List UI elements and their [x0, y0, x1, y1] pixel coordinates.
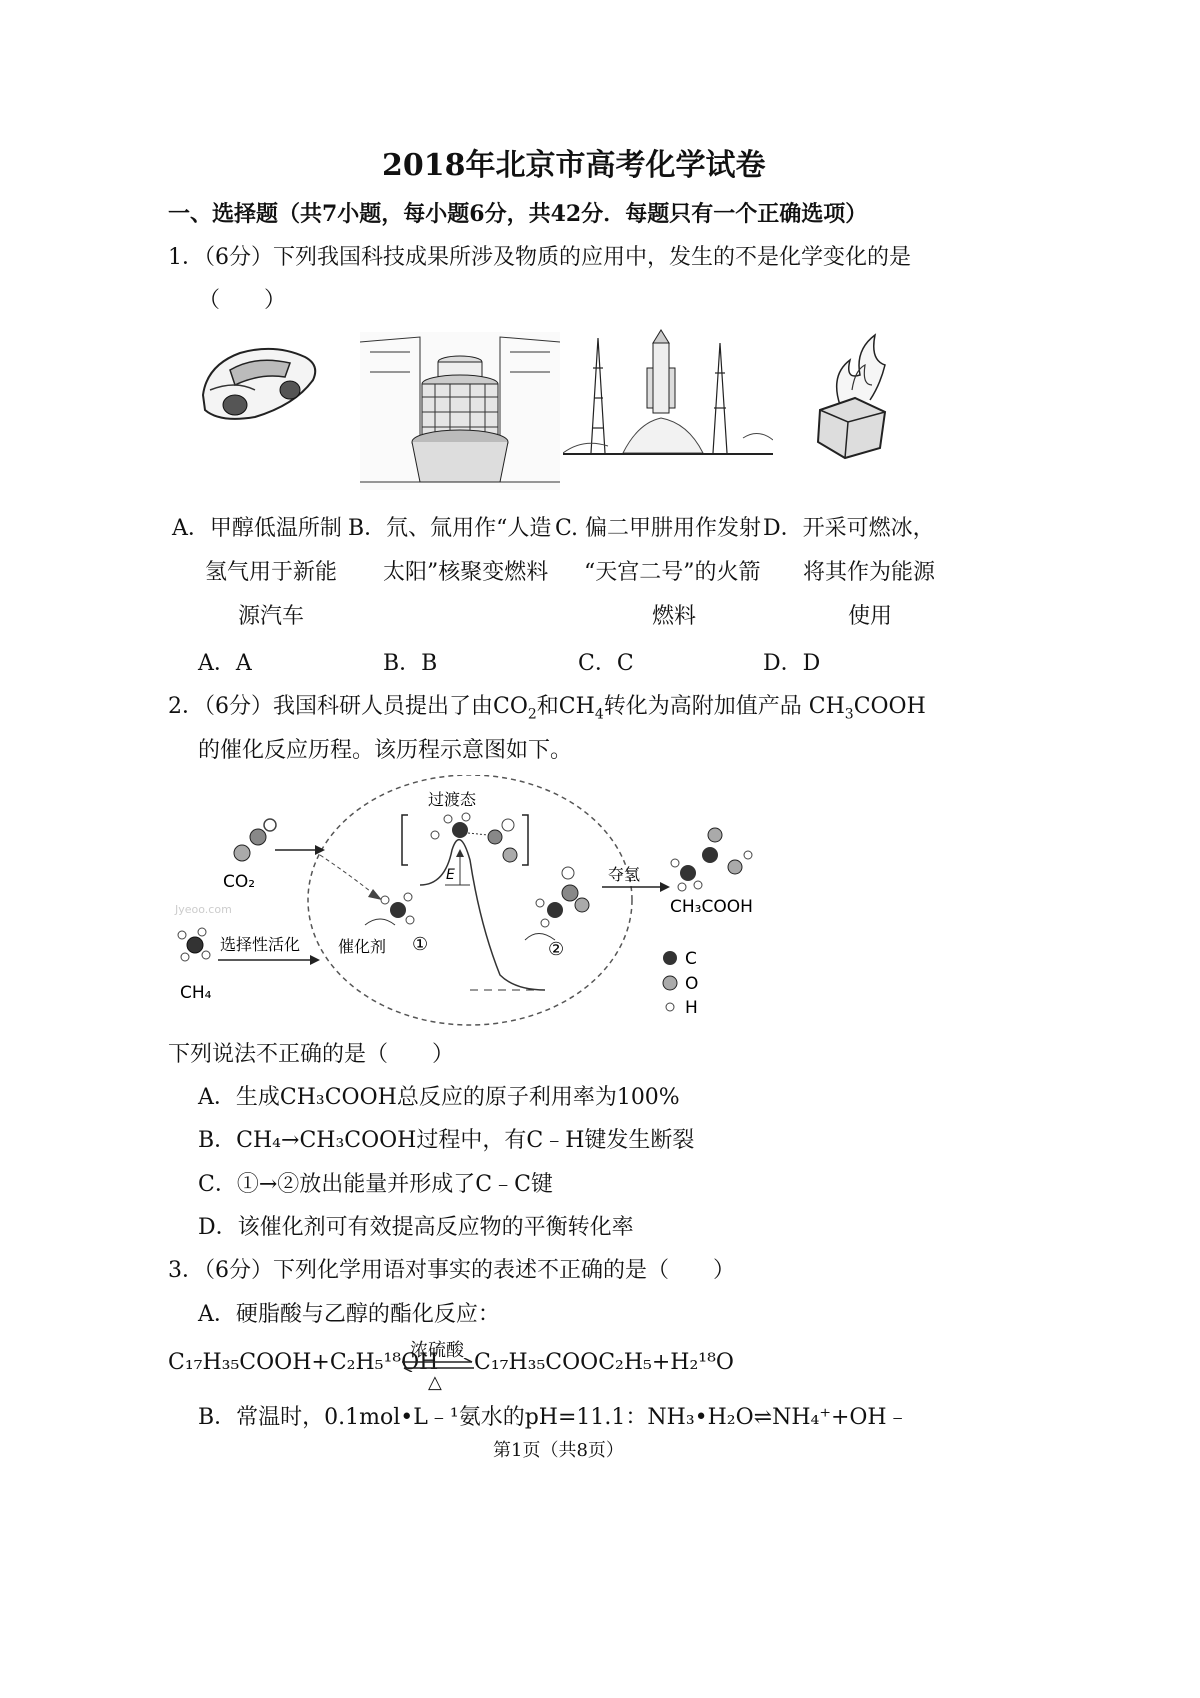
q3-equation-right: C₁₇H₃₅COOC₂H₅+H₂¹⁸O — [474, 1350, 734, 1375]
rocket-launch-image — [563, 328, 773, 458]
q1-option-c: C．C — [578, 651, 634, 676]
caption-d-line2: 将其作为能源 — [803, 560, 936, 585]
section-heading: 一、选择题（共7小题，每小题6分，共42分．每题只有一个正确选项） — [168, 201, 868, 227]
fuel-cell-car-image — [195, 335, 325, 430]
step-2-label: ② — [548, 939, 565, 960]
ch4-label: CH₄ — [180, 983, 212, 1003]
q2-option-a: A．生成CH₃COOH总反应的原子利用率为100% — [198, 1085, 680, 1110]
catalyst-label: 催化剂 — [338, 937, 387, 956]
caption-d-line1: D．开采可燃冰， — [763, 516, 935, 541]
reaction-mechanism-diagram — [170, 775, 810, 1030]
equilibrium-arrow — [400, 1358, 476, 1372]
question-2-stem: 2．（6分）我国科研人员提出了由$CO_2$和$CH_4$转化为高附加值产品 $CH_3COOH$ — [168, 694, 926, 723]
q3-equation-condition-bottom: △ — [428, 1372, 442, 1393]
activation-label: 选择性活化 — [220, 935, 301, 954]
caption-c-line1: C. 偏二甲肼用作发射 — [555, 516, 762, 541]
q1-option-d: D．D — [763, 651, 821, 676]
q2-option-c: C．①→②放出能量并形成了C﹣C键 — [198, 1172, 553, 1197]
watermark: Jyeoo.com — [175, 903, 232, 916]
energy-e-label: E — [446, 867, 455, 883]
page-footer: 第1页（共8页） — [493, 1440, 624, 1461]
product-label: CH₃COOH — [670, 897, 753, 917]
question-2-stem-line2: 的催化反应历程。该历程示意图如下。 — [198, 738, 573, 763]
caption-d-line3: 使用 — [848, 604, 893, 629]
q3-option-a: A．硬脂酸与乙醇的酯化反应： — [198, 1302, 500, 1327]
q1-option-a: A．A — [198, 651, 252, 676]
caption-a-line1: A．甲醇低温所制 — [172, 516, 342, 541]
legend-c: C — [685, 949, 697, 969]
q2-stem-part3: 转化为高附加值产品 CH — [603, 694, 845, 719]
co2-label: CO₂ — [223, 872, 256, 892]
q2-stem-part2: 和CH — [536, 694, 595, 719]
q1-option-b: B．B — [383, 651, 438, 676]
combustible-ice-image — [810, 330, 895, 465]
step-1-label: ① — [412, 934, 429, 955]
q2-option-d: D．该催化剂可有效提高反应物的平衡转化率 — [198, 1215, 634, 1240]
question-1-paren: （ ） — [198, 288, 287, 313]
fusion-reactor-image — [360, 332, 560, 490]
transition-state-label: 过渡态 — [428, 790, 477, 809]
question-3-stem: 3．（6分）下列化学用语对事实的表述不正确的是（ ） — [168, 1258, 735, 1283]
q3-option-b: B．常温时，0.1mol•L﹣¹氨水的pH=11.1：NH₃•H₂O⇌NH₄⁺+OH﹣ — [198, 1405, 909, 1430]
question-1-stem: 1．（6分）下列我国科技成果所涉及物质的应用中，发生的不是化学变化的是 — [168, 245, 911, 270]
q3-equation-condition-top: 浓硫酸 — [410, 1340, 464, 1361]
caption-c-line2: “天宫二号”的火箭 — [584, 560, 761, 585]
caption-b-line2: 太阳”核聚变燃料 — [383, 560, 549, 585]
q2-option-b: B．CH₄→CH₃COOH过程中，有C﹣H键发生断裂 — [198, 1128, 695, 1153]
caption-c-line3: 燃料 — [652, 604, 697, 629]
q2-stem-part1: 2．（6分）我国科研人员提出了由CO — [168, 694, 528, 719]
q3-equation-left: C₁₇H₃₅COOH+C₂H₅¹⁸OH — [168, 1350, 439, 1375]
legend-h: H — [685, 998, 698, 1018]
q2-prompt: 下列说法不正确的是（ ） — [168, 1042, 455, 1067]
page-title: 2018年北京市高考化学试卷 — [382, 148, 766, 183]
caption-a-line3: 源汽车 — [238, 604, 305, 629]
dehydrogenation-label: 夺氢 — [608, 865, 641, 884]
caption-b-line1: B．氘、氚用作“人造 — [348, 516, 552, 541]
legend-o: O — [685, 974, 699, 994]
caption-a-line2: 氢气用于新能 — [205, 560, 338, 585]
q2-stem-part4: COOH — [853, 694, 926, 719]
